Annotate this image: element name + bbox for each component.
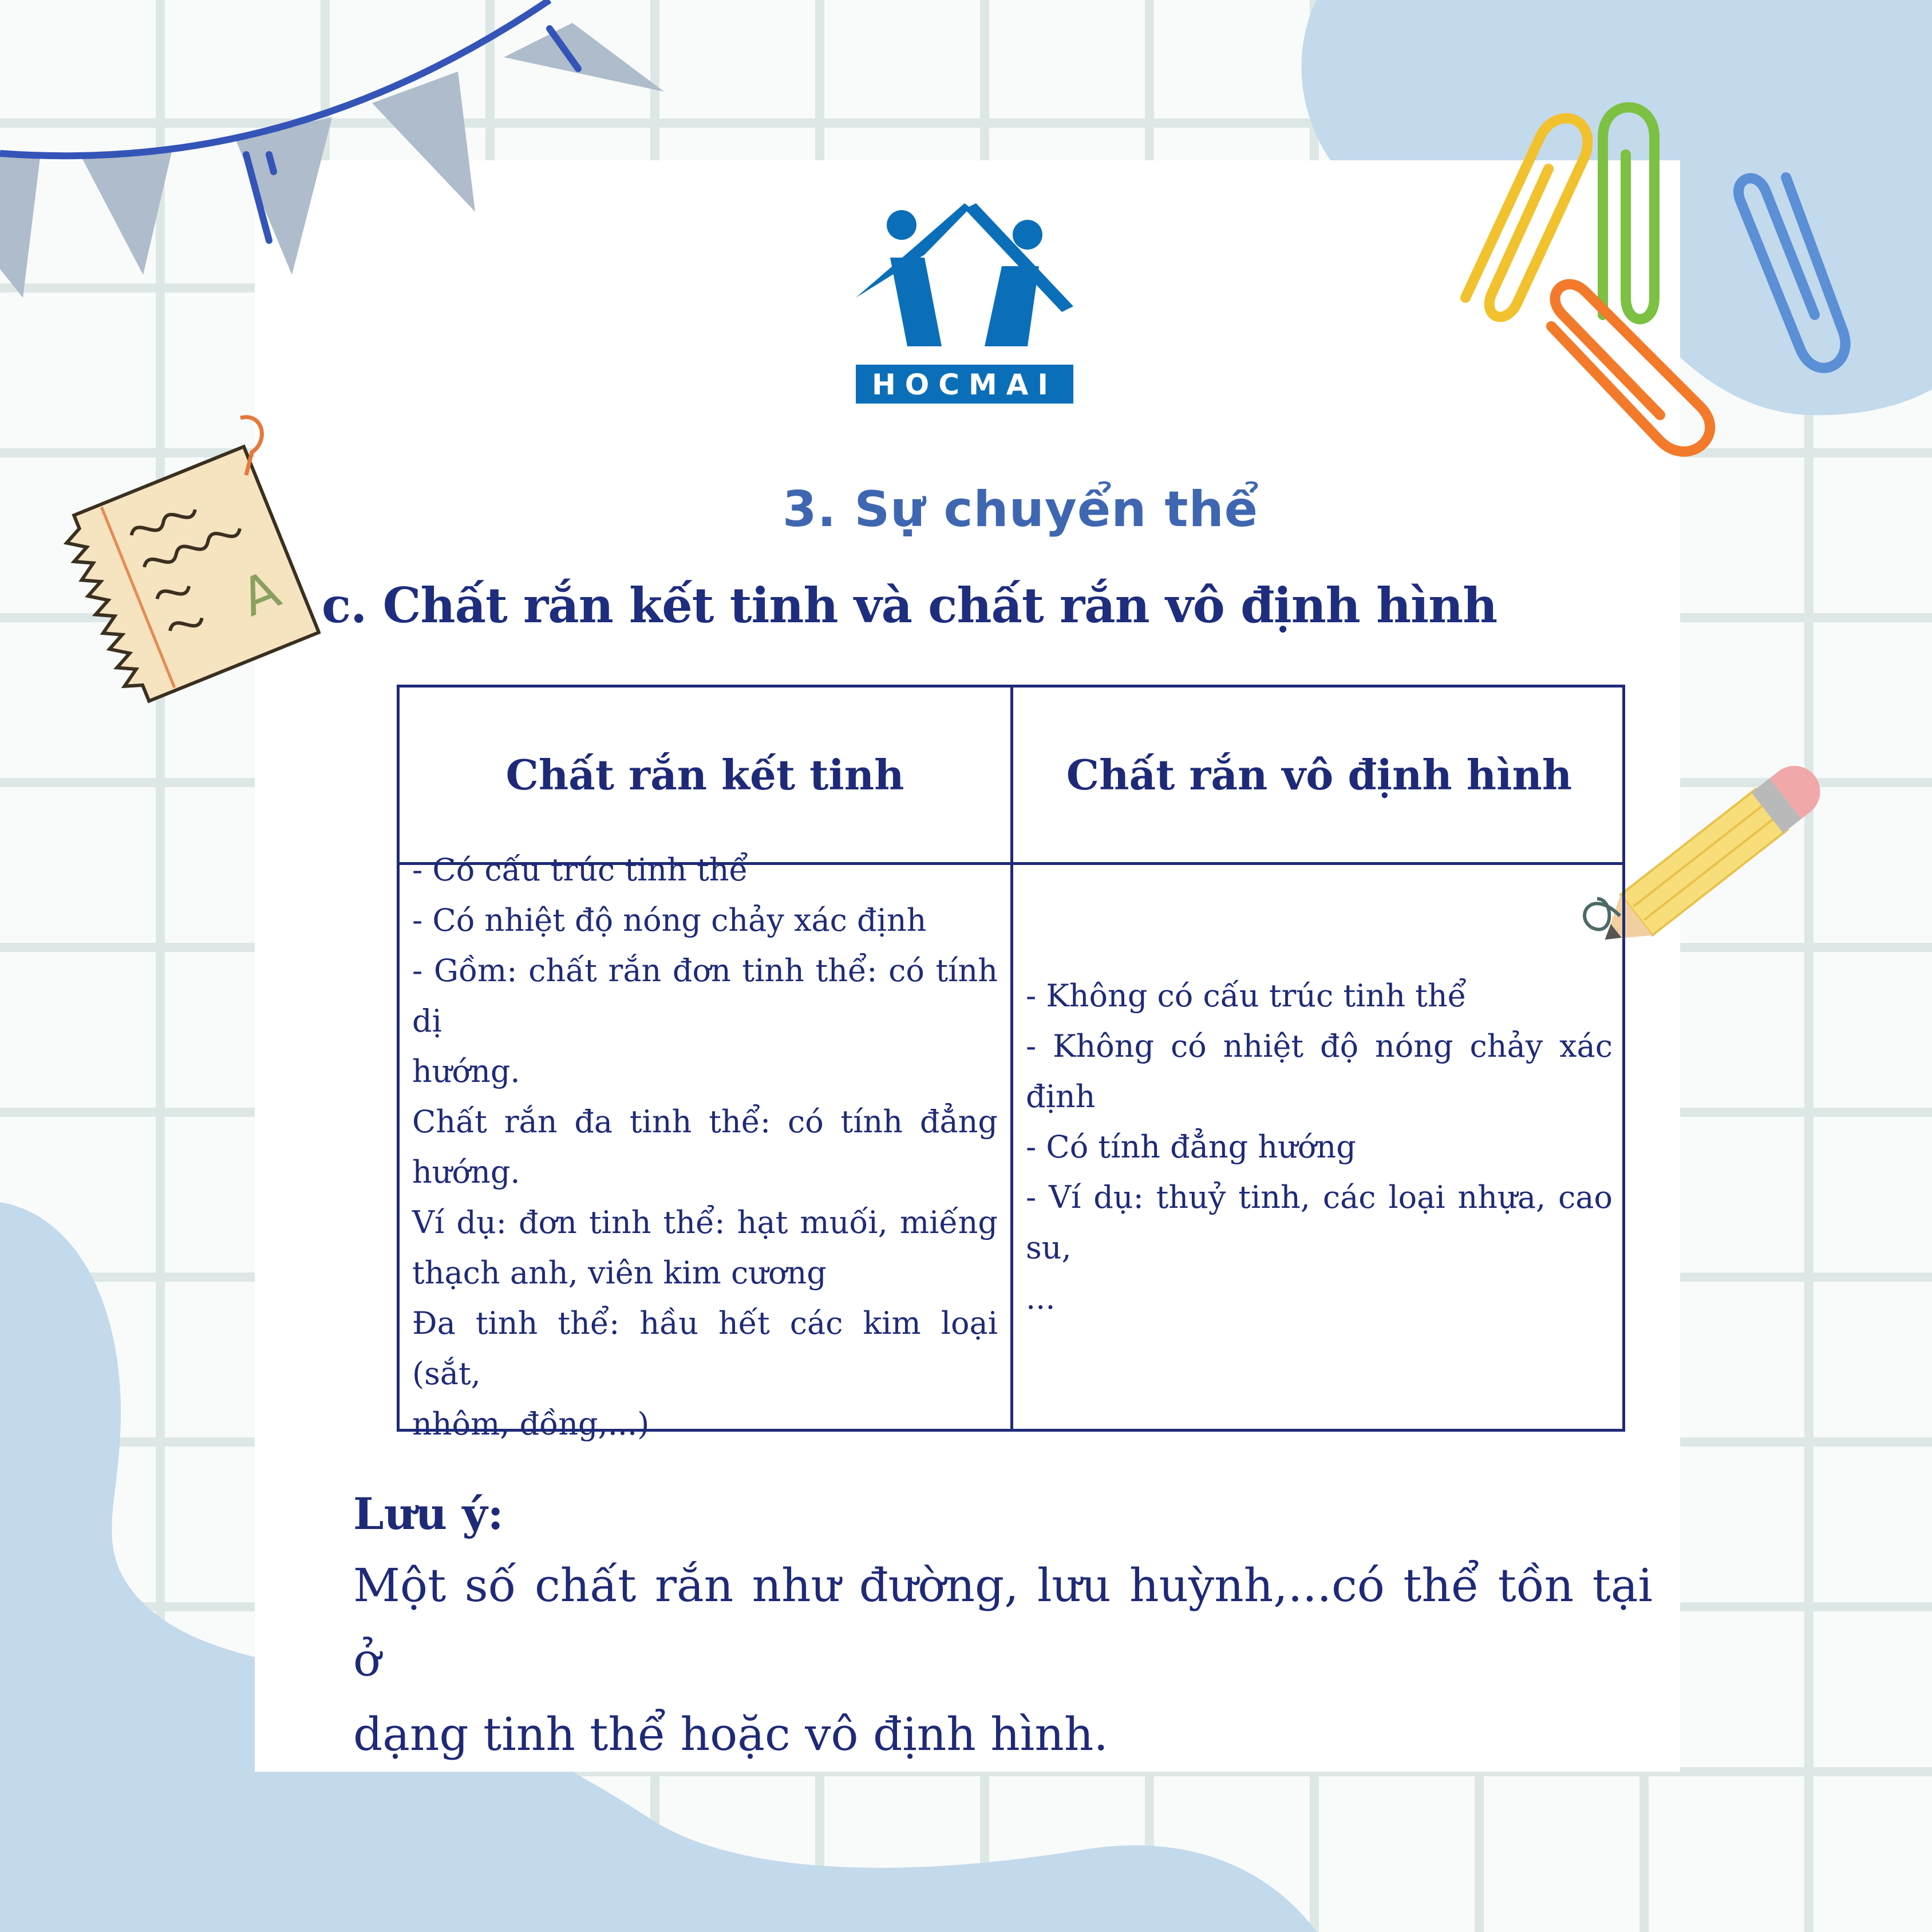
svg-text:A: A	[232, 559, 289, 629]
cell-line: - Không có cấu trúc tinh thể	[1026, 977, 1467, 1014]
cell-line: - Có nhiệt độ nóng chảy xác định	[412, 902, 927, 938]
table-cell-amorphous	[1013, 865, 1625, 1429]
cell-line: hướng.	[412, 1153, 520, 1190]
cell-line: Chất rắn đa tinh thể: có tính đẳng	[412, 1103, 998, 1140]
note-body	[353, 1548, 1653, 1772]
cell-line: thạch anh, viên kim cương	[412, 1254, 827, 1291]
cell-line: Ví dụ: đơn tinh thể: hạt muối, miếng	[412, 1204, 998, 1240]
note-line: Một số chất rắn như đường, lưu huỳnh,...có thể tồn tại ở	[353, 1559, 1653, 1686]
table-header-crystalline: Chất rắn kết tinh	[400, 688, 1013, 865]
cell-line: ...	[1026, 1279, 1056, 1316]
cell-line: hướng.	[412, 1053, 520, 1089]
cell-line: nhôm, đồng,...)	[412, 1405, 650, 1442]
section-heading: 3. Sự chuyển thể	[782, 481, 1259, 538]
sub-heading: c. Chất rắn kết tinh và chất rắn vô định hình	[322, 577, 1498, 634]
bunting-banner-icon	[0, 0, 675, 321]
cell-line: định	[1026, 1078, 1096, 1115]
logo-text: HOCMAI	[871, 368, 1058, 401]
cell-line: - Ví dụ: thuỷ tinh, các loại nhựa, cao su,	[1026, 1179, 1613, 1266]
cell-line: - Có cấu trúc tinh thể	[412, 851, 748, 888]
cell-line: - Gồm: chất rắn đơn tinh thể: có tính dị	[412, 952, 998, 1039]
paper-clips-icon	[1431, 92, 1866, 492]
note-paper-icon	[57, 406, 321, 704]
note-title: Lưu ý:	[353, 1488, 504, 1539]
hocmai-logo	[856, 203, 1073, 404]
table-cell-crystalline	[400, 851, 1013, 1442]
cell-line: Đa tinh thể: hầu hết các kim loại (sắt,	[412, 1305, 998, 1392]
note-line: dạng tinh thể hoặc vô định hình.	[353, 1708, 1108, 1761]
cell-line: - Không có nhiệt độ nóng chảy xác	[1026, 1028, 1613, 1064]
comparison-table	[397, 685, 1625, 1442]
table-header-amorphous: Chất rắn vô định hình	[1013, 688, 1625, 865]
cell-line: - Có tính đẳng hướng	[1026, 1128, 1356, 1165]
